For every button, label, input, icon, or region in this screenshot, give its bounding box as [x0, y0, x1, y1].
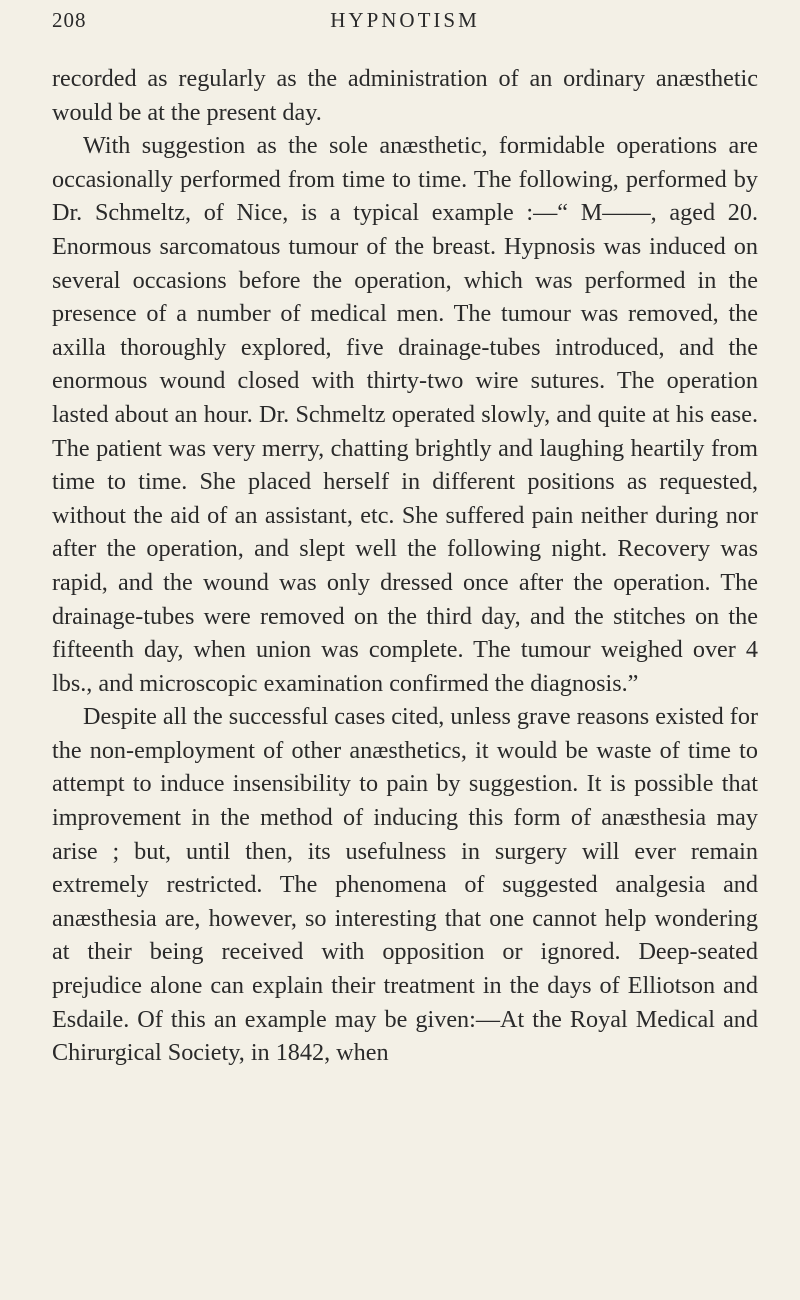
running-title: HYPNOTISM: [330, 8, 480, 32]
paragraph-conclusion: Despite all the successful cases cited, unless grave reasons existed for the non-employment of other anæsthetics, it would be waste of time to attempt to induce insensibility to pain by suggestion. It is possible that improvement in the method of inducing this form of anæsthesia may arise ; but, until then, its usefulness in surgery will ever remain extremely restricted. The phenomena of suggested analgesia and anæsthesia are, however, so interesting that one cannot help wondering at their being received with opposition or ignored. Deep-seated prejudice alone can explain their treatment in the days of Elliotson and Esdaile. Of this an example may be given:—At the Royal Medical and Chirurgical Society, in 1842, when: [52, 703, 759, 1067]
paragraph-continuation: recorded as regularly as the administration of an ordinary anæsthetic would be at the present day.: [52, 65, 758, 126]
page-number: 208: [52, 8, 87, 32]
book-page: [0, 8, 800, 1300]
body-text: [52, 62, 758, 1070]
paragraph-schmeltz-case: With suggestion as the sole anæsthetic, formidable operations are occasionally performed from time to time. The following, performed by Dr. Schmeltz, of Nice, is a typical example :—“ M——, aged 20. Enormous sarcomatous tumour of the breast. Hypnosis was induced on several occasions before the operation, which was performed in the presence of a number of medical men. The tumour was removed, the axilla thoroughly explored, five drainage-tubes introduced, and the enormous wound closed with thirty-two wire sutures. The operation lasted about an hour. Dr. Schmeltz operated slowly, and quite at his ease. The patient was very merry, chatting brightly and laughing heartily from time to time. She placed herself in different positions as requested, without the aid of an assistant, etc. She suffered pain neither during nor after the operation, and slept well the following night. Recovery was rapid, and the wound was only dressed once after the operation. The drainage-tubes were removed on the third day, and the stitches on the fifteenth day, when union was complete. The tumour weighed over 4 lbs., and microscopic examination confirmed the diagnosis.”: [52, 132, 758, 697]
running-head: [52, 8, 758, 48]
